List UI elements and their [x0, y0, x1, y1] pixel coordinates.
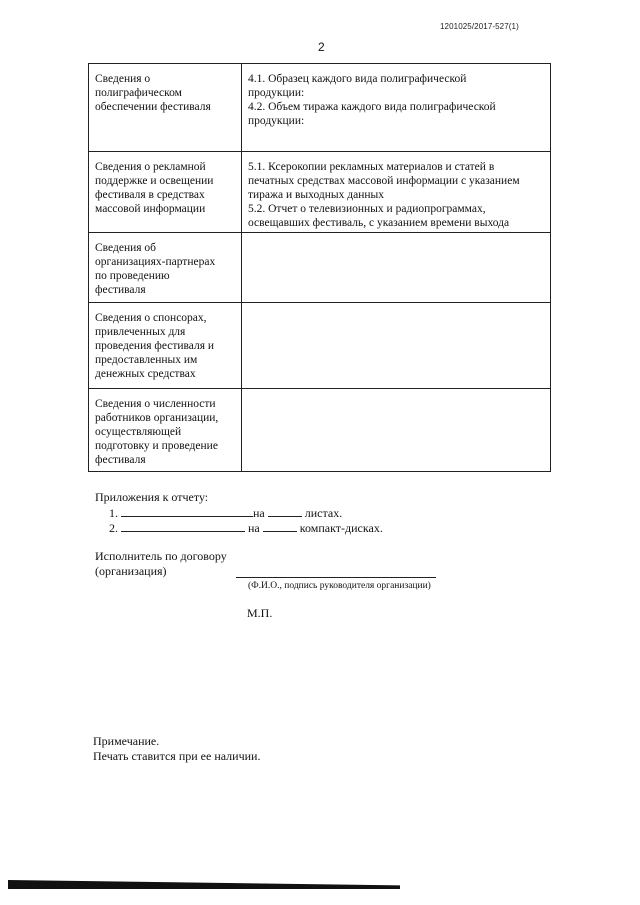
row-label-line: Сведения о рекламной [95, 161, 206, 173]
table-row [89, 152, 551, 233]
row-content-cell [242, 389, 551, 472]
row-label-line: по проведению [95, 270, 170, 282]
row-label-line: массовой информации [95, 203, 206, 215]
row-content-cell [242, 303, 551, 389]
performer-line-1: Исполнитель по договору [95, 549, 227, 563]
attachment-on: на [248, 521, 260, 535]
row-label-line: полиграфическом [95, 87, 182, 99]
row-content-cell [242, 152, 551, 233]
document-number: 1201025/2017-527(1) [440, 22, 519, 31]
attachment-on: на [253, 506, 265, 520]
row-content-line: 4.1. Образец каждого вида полиграфической [248, 73, 467, 85]
stamp-placeholder: М.П. [247, 606, 273, 620]
table-row [89, 389, 551, 472]
row-label-cell [89, 233, 242, 303]
row-content-line: освещавших фестиваль, с указанием времени выхода [248, 217, 510, 229]
attachment-num: 1. [109, 506, 118, 520]
row-label-cell [89, 152, 242, 233]
row-label-line: Сведения о [95, 73, 151, 85]
row-label-line: предоставленных им [95, 354, 198, 366]
attachment-unit: листах. [304, 506, 343, 520]
row-label-line: обеспечении фестиваля [95, 101, 211, 113]
row-label-line: осуществляющей [95, 426, 182, 438]
table-row [89, 233, 551, 303]
attachment-blank [121, 520, 245, 532]
signature-caption: (Ф.И.О., подпись руководителя организации) [248, 581, 431, 591]
attachment-count-blank [263, 520, 297, 532]
row-label-line: организациях-партнерах [95, 256, 216, 268]
note-text: Печать ставится при ее наличии. [93, 749, 261, 763]
attachment-num: 2. [109, 521, 118, 535]
row-label-cell [89, 64, 242, 152]
row-content-line: тиража и выходных данных [248, 189, 384, 201]
table-row [89, 64, 551, 152]
row-content-line: продукции: [248, 87, 305, 99]
table-row [89, 303, 551, 389]
attachment-unit: компакт-дисках. [299, 521, 383, 535]
attachment-blank [121, 505, 253, 517]
row-content-line: продукции: [248, 115, 305, 127]
row-label-cell [89, 303, 242, 389]
row-content-line: печатных средствах массовой информации с указанием [248, 175, 520, 187]
attachment-row-1 [109, 505, 342, 521]
row-content-cell [242, 64, 551, 152]
row-label-line: Сведения о численности [95, 398, 216, 410]
performer-line-2: (организация) [95, 564, 167, 578]
row-label-line: работников организации, [95, 412, 219, 424]
row-label-line: поддержке и освещении [95, 175, 214, 187]
attachment-count-blank [268, 505, 302, 517]
row-label-line: фестиваля в средствах [95, 189, 205, 201]
performer-block [95, 549, 227, 579]
row-label-line: подготовку и проведение [95, 440, 218, 452]
row-content-line: 5.2. Отчет о телевизионных и радиопрограммах, [248, 203, 486, 215]
row-content-cell [242, 233, 551, 303]
row-content-line: 5.1. Ксерокопии рекламных материалов и статей в [248, 161, 495, 173]
row-content-line: 4.2. Объем тиража каждого вида полиграфической [248, 101, 496, 113]
row-label-line: фестиваля [95, 284, 146, 296]
page-number: 2 [318, 40, 325, 54]
note-title: Примечание. [93, 734, 160, 748]
row-label-line: Сведения об [95, 242, 157, 254]
report-table [88, 63, 551, 472]
row-label-line: денежных средствах [95, 368, 196, 380]
attachment-row-2 [109, 520, 383, 536]
signature-line [236, 577, 436, 578]
note-block [93, 734, 260, 764]
row-label-cell [89, 389, 242, 472]
attachments-title: Приложения к отчету: [95, 490, 209, 504]
scan-artifact-bar [8, 880, 400, 889]
row-label-line: фестиваля [95, 454, 146, 466]
row-label-line: привлеченных для [95, 326, 186, 338]
row-label-line: проведения фестиваля и [95, 340, 215, 352]
row-label-line: Сведения о спонсорах, [95, 312, 207, 324]
